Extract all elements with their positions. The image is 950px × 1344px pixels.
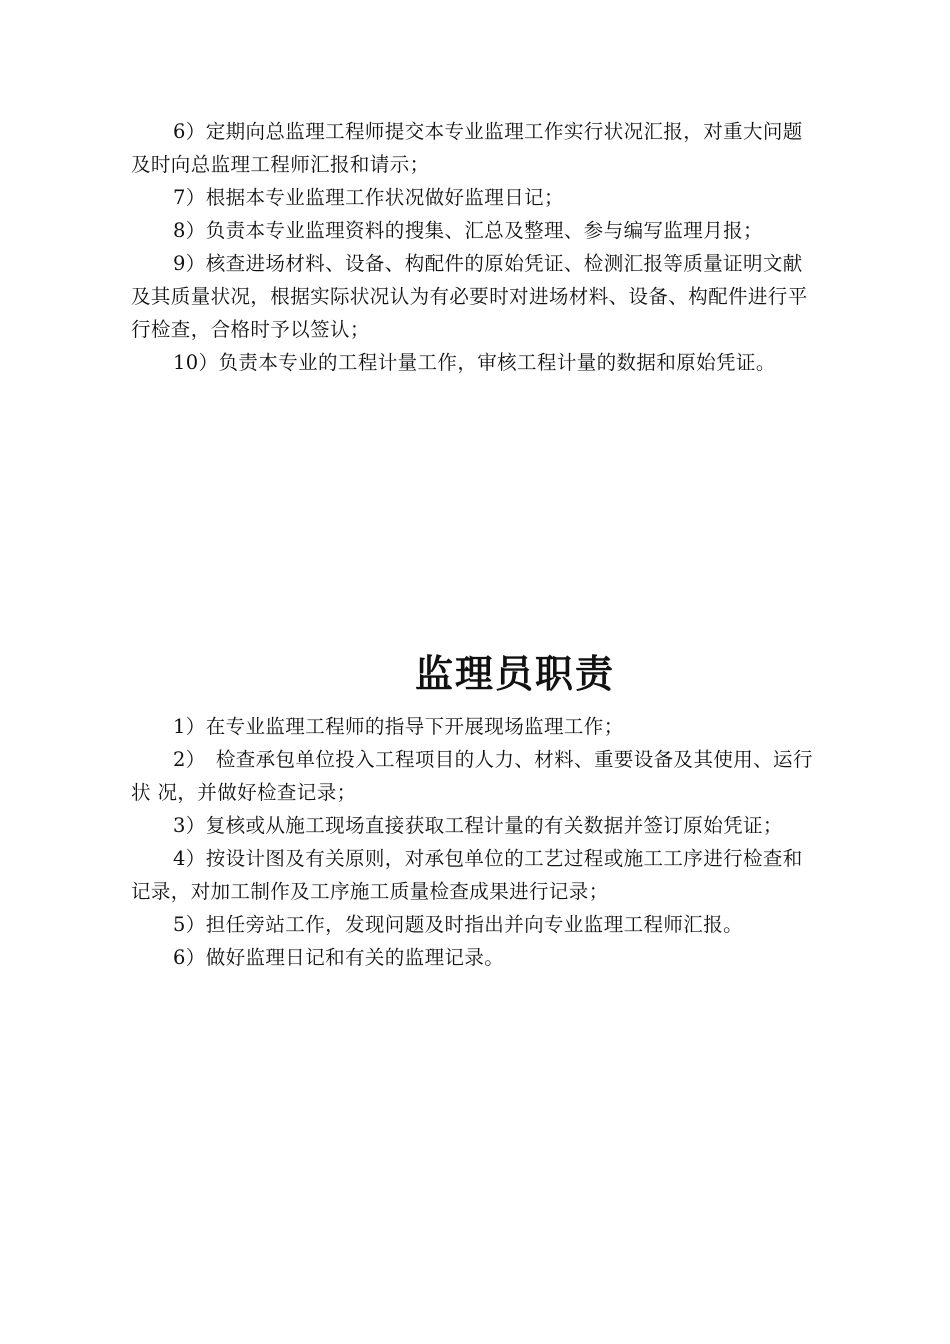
professional-duties-list bbox=[131, 115, 821, 379]
duty-paragraph: 6）做好监理日记和有关的监理记录。 bbox=[173, 946, 505, 969]
duty-paragraph: 6）定期向总监理工程师提交本专业监理工作实行状况汇报，对重大问题及时向总监理工程师汇报和请示； bbox=[131, 120, 803, 176]
duty-paragraph: 5）担任旁站工作，发现问题及时指出并向专业监理工程师汇报。 bbox=[173, 913, 744, 936]
duty-paragraph: 10）负责本专业的工程计量工作，审核工程计量的数据和原始凭证。 bbox=[173, 351, 776, 374]
supervisor-duties-list bbox=[131, 710, 821, 974]
duty-paragraph: 1）在专业监理工程师的指导下开展现场监理工作； bbox=[173, 715, 624, 738]
duty-paragraph: 8）负责本专业监理资料的搜集、汇总及整理、参与编写监理月报； bbox=[173, 219, 763, 242]
duty-paragraph: 4）按设计图及有关原则，对承包单位的工艺过程或施工工序进行检查和记录，对加工制作及工序施工质量检查成果进行记录； bbox=[131, 847, 803, 903]
duty-paragraph: 7）根据本专业监理工作状况做好监理日记； bbox=[173, 186, 564, 209]
duty-paragraph: 2） 检查承包单位投入工程项目的人力、材料、重要设备及其使用、运行状 况，并做好检查记录； bbox=[131, 748, 813, 804]
duty-paragraph: 3）复核或从施工现场直接获取工程计量的有关数据并签订原始凭证； bbox=[173, 814, 783, 837]
duty-paragraph: 9）核查进场材料、设备、构配件的原始凭证、检测汇报等质量证明文献及其质量状况，根据实际状况认为有必要时对进场材料、设备、构配件进行平行检查，合格时予以签认； bbox=[131, 252, 808, 341]
section-title: 监理员职责 bbox=[414, 652, 615, 696]
